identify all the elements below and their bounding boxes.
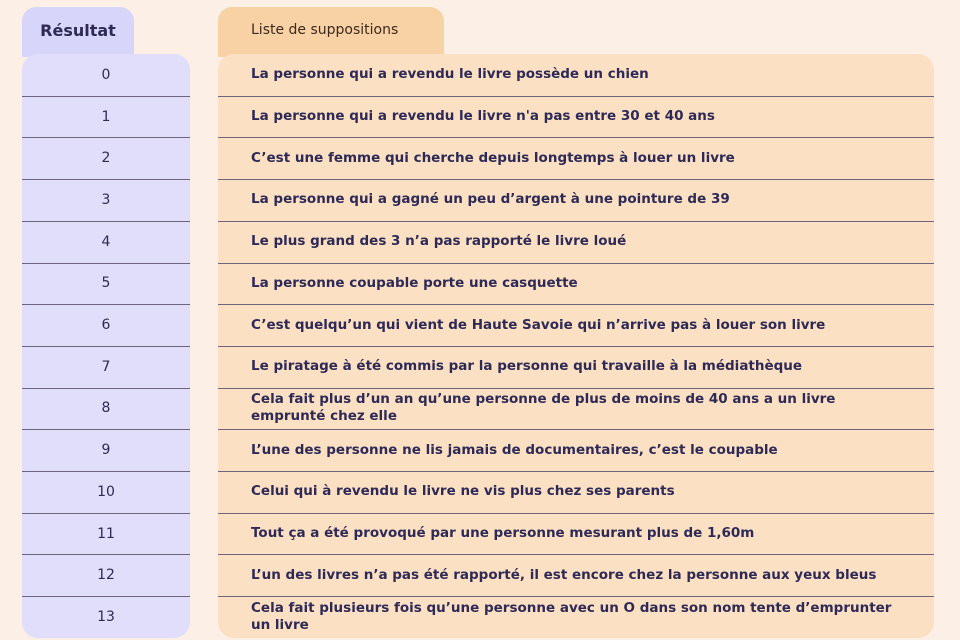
result-number: 10: [97, 483, 115, 500]
result-column-header: Résultat: [22, 7, 134, 57]
result-number: 0: [101, 66, 111, 83]
result-number: 6: [101, 317, 111, 334]
result-number: 7: [101, 358, 111, 375]
result-column: [22, 54, 190, 638]
supposition-text: C’est une femme qui cherche depuis longtemps à louer un livre: [251, 149, 735, 166]
supposition-text: Celui qui à revendu le livre ne vis plus chez ses parents: [251, 483, 675, 500]
supposition-text: La personne qui a revendu le livre n'a pas entre 30 et 40 ans: [251, 108, 715, 125]
result-number: 12: [97, 567, 115, 584]
suppositions-column: [218, 54, 934, 638]
result-number: 1: [101, 108, 111, 125]
supposition-text: Cela fait plusieurs fois qu’une personne avec un O dans son nom tente d’emprunter un livre: [251, 599, 892, 633]
supposition-text: L’une des personne ne lis jamais de documentaires, c’est le coupable: [251, 441, 778, 458]
supposition-text: La personne qui a revendu le livre possède un chien: [251, 66, 649, 83]
supposition-text: Tout ça a été provoqué par une personne mesurant plus de 1,60m: [251, 525, 755, 542]
list-column-header: Liste de suppositions: [218, 7, 444, 57]
result-number: 11: [97, 525, 115, 542]
supposition-text: La personne qui a gagné un peu d’argent à une pointure de 39: [251, 191, 730, 208]
result-number: 3: [101, 191, 111, 208]
supposition-text: C’est quelqu’un qui vient de Haute Savoie qui n’arrive pas à louer son livre: [251, 316, 826, 333]
supposition-text: Le piratage à été commis par la personne qui travaille à la médiathèque: [251, 358, 803, 375]
result-number: 8: [101, 400, 111, 417]
supposition-text: La personne coupable porte une casquette: [251, 274, 578, 291]
supposition-text: Cela fait plus d’un an qu’une personne de plus de moins de 40 ans a un livre emprunté chez elle: [251, 391, 836, 425]
supposition-text: L’un des livres n’a pas été rapporté, il est encore chez la personne aux yeux bleus: [251, 566, 877, 583]
result-number: 13: [97, 608, 115, 625]
result-number: 4: [101, 233, 111, 250]
supposition-text: Le plus grand des 3 n’a pas rapporté le livre loué: [251, 233, 627, 250]
result-number: 9: [101, 442, 111, 459]
result-number: 5: [101, 275, 111, 292]
result-number: 2: [101, 150, 111, 167]
